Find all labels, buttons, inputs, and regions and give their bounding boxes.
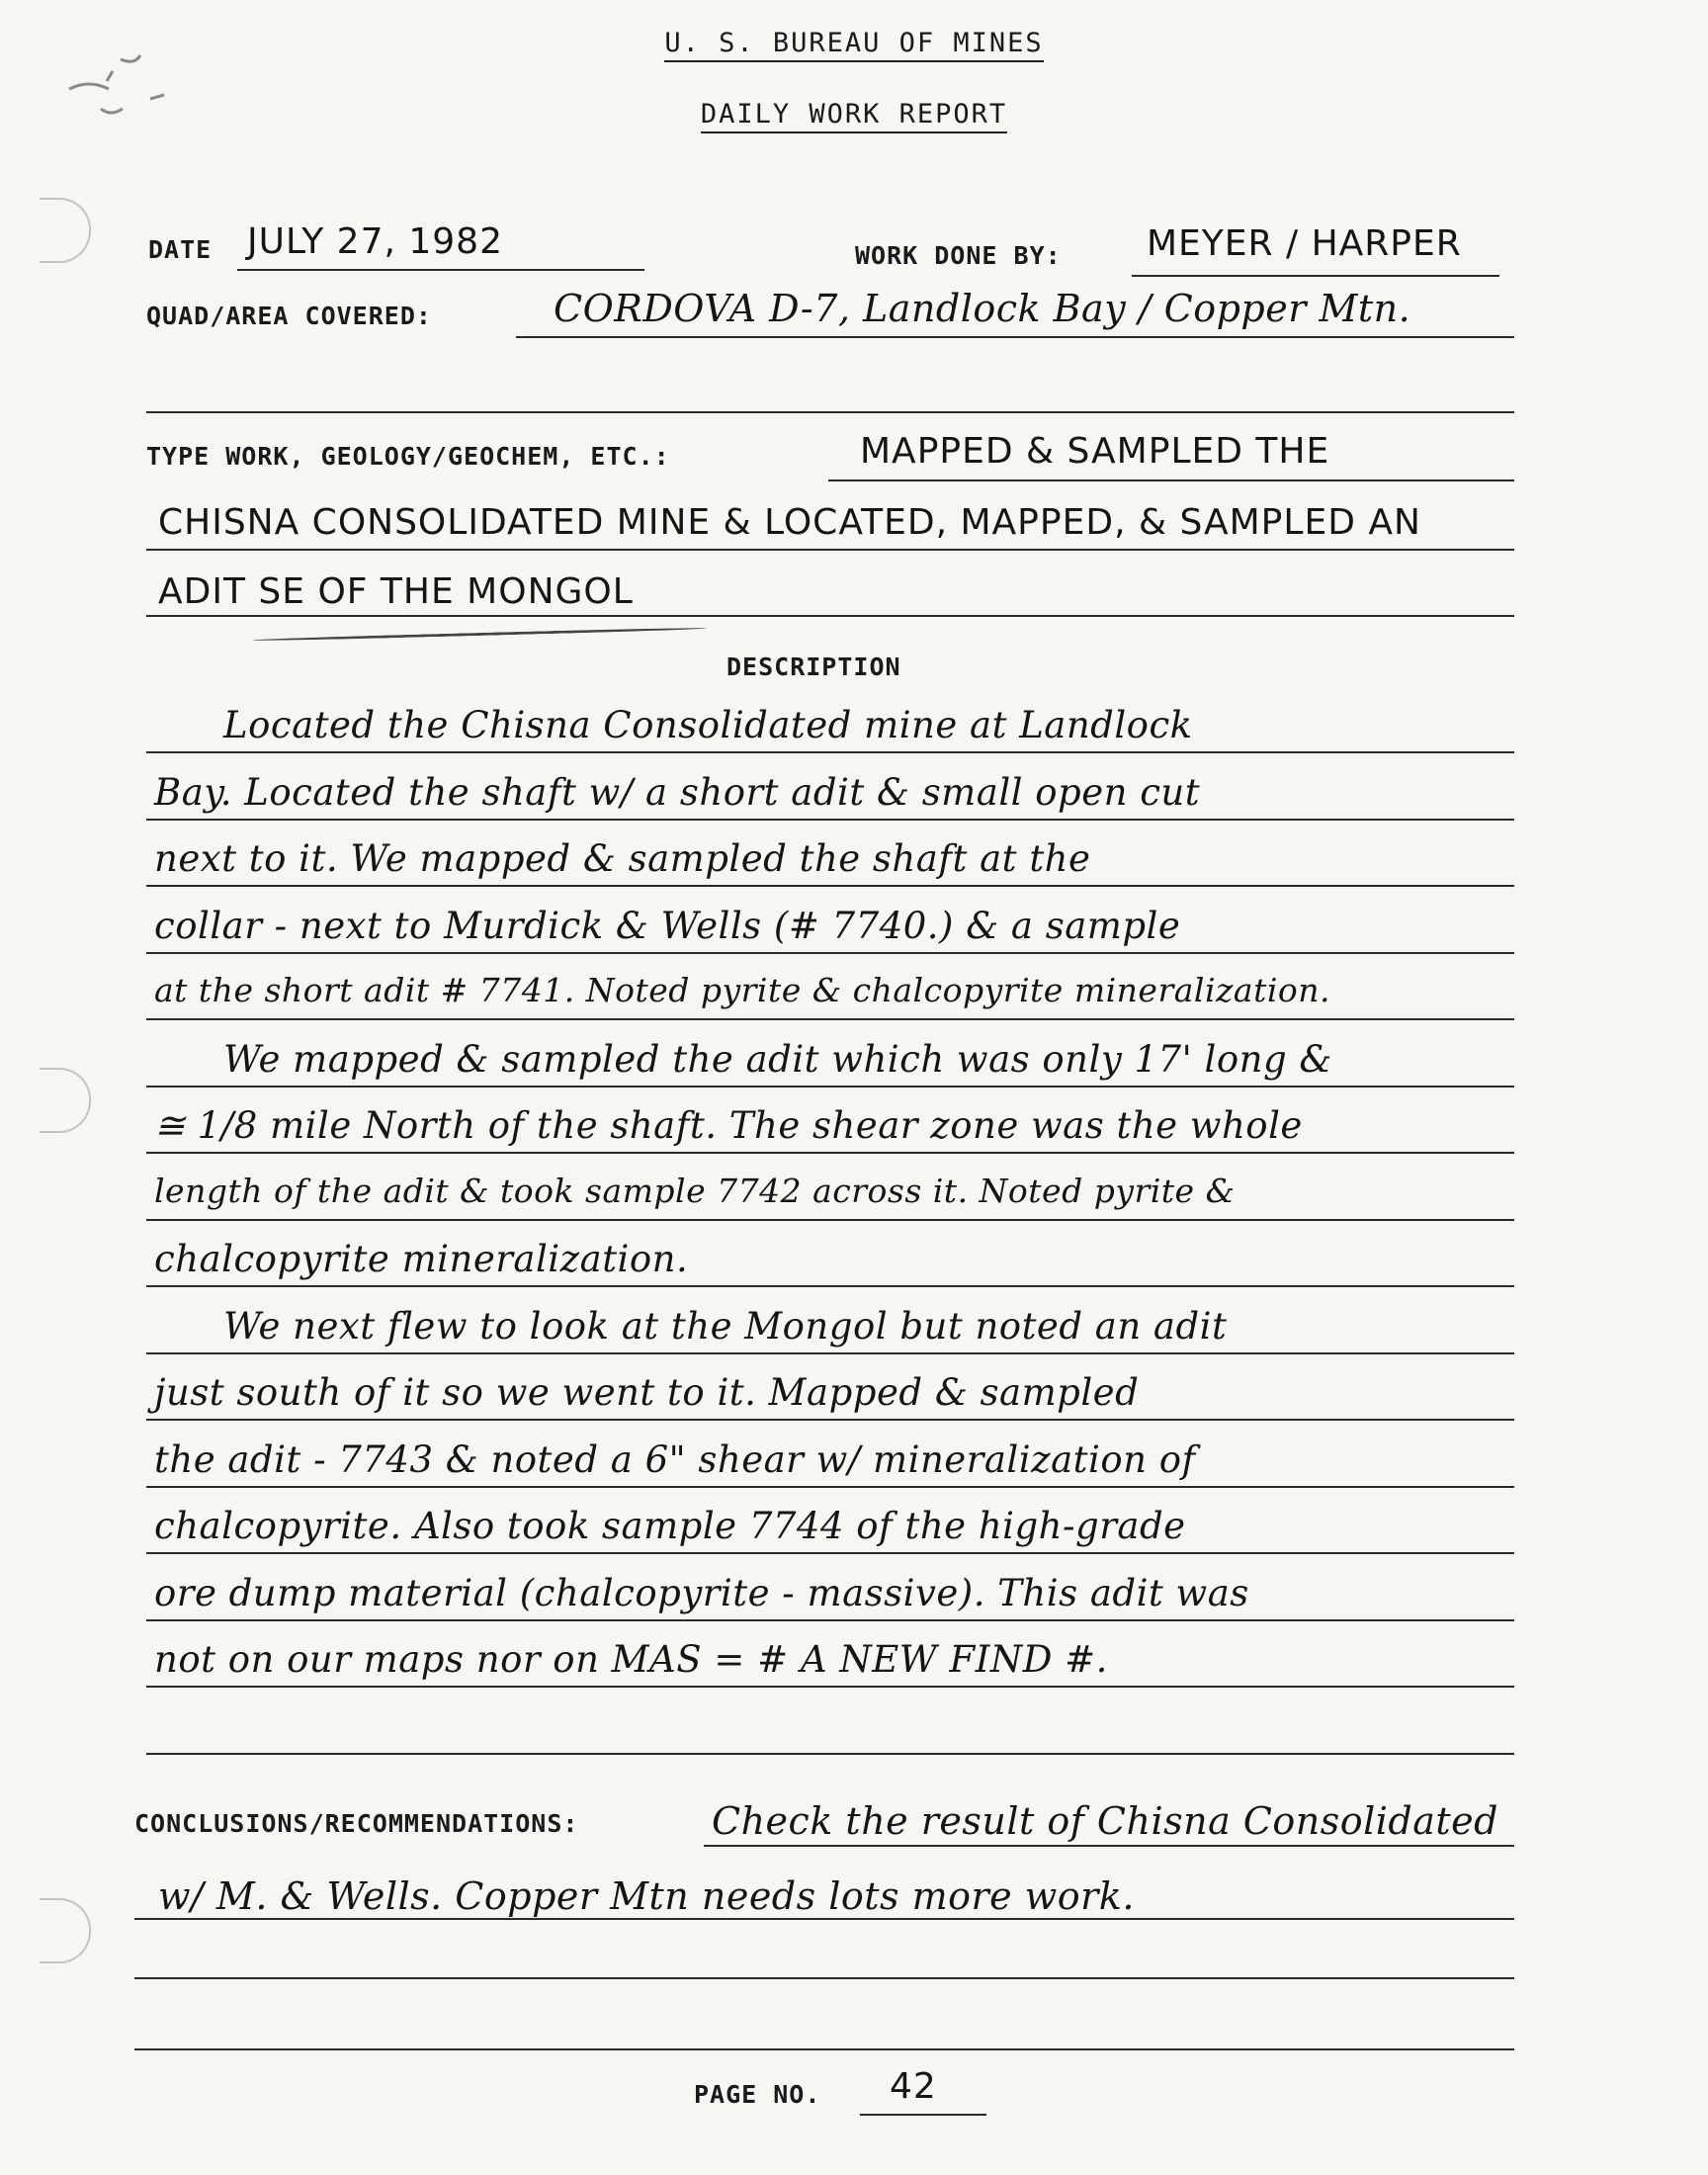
description-line: length of the adit & took sample 7742 across it. Noted pyrite & bbox=[154, 1172, 1236, 1210]
type-work-value-2: CHISNA CONSOLIDATED MINE & LOCATED, MAPPED, & SAMPLED AN bbox=[158, 502, 1421, 543]
description-rule bbox=[146, 1285, 1514, 1287]
type-work-line-3 bbox=[146, 615, 1514, 617]
type-work-line-2 bbox=[146, 549, 1514, 551]
conclusions-label: CONCLUSIONS/RECOMMENDATIONS: bbox=[134, 1809, 579, 1838]
agency-name: U. S. BUREAU OF MINES bbox=[664, 28, 1043, 62]
description-line: collar - next to Murdick & Wells (# 7740.) & a sample bbox=[154, 905, 1181, 947]
description-line: chalcopyrite. Also took sample 7744 of the high-grade bbox=[154, 1505, 1186, 1547]
description-rule bbox=[146, 751, 1514, 753]
type-work-line-1 bbox=[828, 479, 1514, 481]
description-rule bbox=[146, 1152, 1514, 1154]
description-line: not on our maps nor on MAS = # A NEW FIND #. bbox=[154, 1638, 1108, 1681]
conclusions-line-4 bbox=[134, 2048, 1514, 2050]
form-title-header bbox=[0, 99, 1708, 130]
conclusions-line-1 bbox=[704, 1845, 1514, 1847]
description-line: chalcopyrite mineralization. bbox=[154, 1238, 689, 1280]
description-rule bbox=[146, 885, 1514, 887]
description-rule bbox=[146, 1086, 1514, 1088]
conclusions-value-1: Check the result of Chisna Consolidated bbox=[712, 1799, 1498, 1843]
description-line: We next flew to look at the Mongol but noted an adit bbox=[223, 1305, 1228, 1348]
description-line: Located the Chisna Consolidated mine at Landlock bbox=[223, 704, 1193, 746]
description-rule bbox=[146, 952, 1514, 954]
punch-hole-middle bbox=[40, 1068, 91, 1133]
work-done-by-line bbox=[1132, 275, 1499, 277]
conclusions-line-2 bbox=[134, 1918, 1514, 1920]
description-line: at the short adit # 7741. Noted pyrite & chalcopyrite mineralization. bbox=[154, 971, 1330, 1009]
description-rule bbox=[146, 1619, 1514, 1621]
description-rule bbox=[146, 1219, 1514, 1221]
type-work-underline-mark bbox=[252, 627, 707, 642]
description-line: ≅ 1/8 mile North of the shaft. The shear zone was the whole bbox=[154, 1104, 1303, 1147]
date-line bbox=[237, 269, 644, 271]
type-work-value-3: ADIT SE OF THE MONGOL bbox=[158, 571, 634, 612]
description-line: next to it. We mapped & sampled the shaft at the bbox=[154, 837, 1091, 880]
description-rule bbox=[146, 1753, 1514, 1755]
work-done-by-value: MEYER / HARPER bbox=[1147, 223, 1462, 264]
description-line: Bay. Located the shaft w/ a short adit & small open cut bbox=[154, 771, 1201, 814]
date-value: JULY 27, 1982 bbox=[247, 221, 503, 262]
description-line: We mapped & sampled the adit which was only 17' long & bbox=[223, 1038, 1332, 1081]
date-label: DATE bbox=[148, 235, 213, 264]
description-rule bbox=[146, 1552, 1514, 1554]
quad-area-line bbox=[516, 336, 1514, 338]
page-number-label: PAGE NO. bbox=[694, 2080, 821, 2109]
quad-area-label: QUAD/AREA COVERED: bbox=[146, 302, 432, 330]
punch-hole-bottom bbox=[40, 1898, 91, 1963]
quad-area-line-2 bbox=[146, 411, 1514, 413]
description-rule bbox=[146, 1486, 1514, 1488]
page-number-line bbox=[860, 2114, 986, 2116]
form-title: DAILY WORK REPORT bbox=[701, 99, 1007, 133]
description-rule bbox=[146, 819, 1514, 821]
punch-hole-top bbox=[40, 198, 91, 263]
description-rule bbox=[146, 1018, 1514, 1020]
type-work-label: TYPE WORK, GEOLOGY/GEOCHEM, ETC.: bbox=[146, 442, 670, 471]
work-done-by-label: WORK DONE BY: bbox=[855, 241, 1062, 270]
description-line: ore dump material (chalcopyrite - massive). This adit was bbox=[154, 1572, 1249, 1614]
type-work-value-1: MAPPED & SAMPLED THE bbox=[860, 431, 1330, 472]
conclusions-value-2: w/ M. & Wells. Copper Mtn needs lots more work. bbox=[158, 1874, 1135, 1918]
description-line: just south of it so we went to it. Mapped & sampled bbox=[154, 1371, 1140, 1414]
agency-header bbox=[0, 28, 1708, 58]
page-number-value: 42 bbox=[890, 2066, 937, 2107]
conclusions-line-3 bbox=[134, 1977, 1514, 1979]
quad-area-value: CORDOVA D-7, Landlock Bay / Copper Mtn. bbox=[554, 287, 1411, 330]
description-rule bbox=[146, 1419, 1514, 1421]
description-line: the adit - 7743 & noted a 6" shear w/ mineralization of bbox=[154, 1438, 1196, 1481]
description-rule bbox=[146, 1352, 1514, 1354]
description-heading: DESCRIPTION bbox=[726, 652, 901, 681]
description-rule bbox=[146, 1686, 1514, 1688]
